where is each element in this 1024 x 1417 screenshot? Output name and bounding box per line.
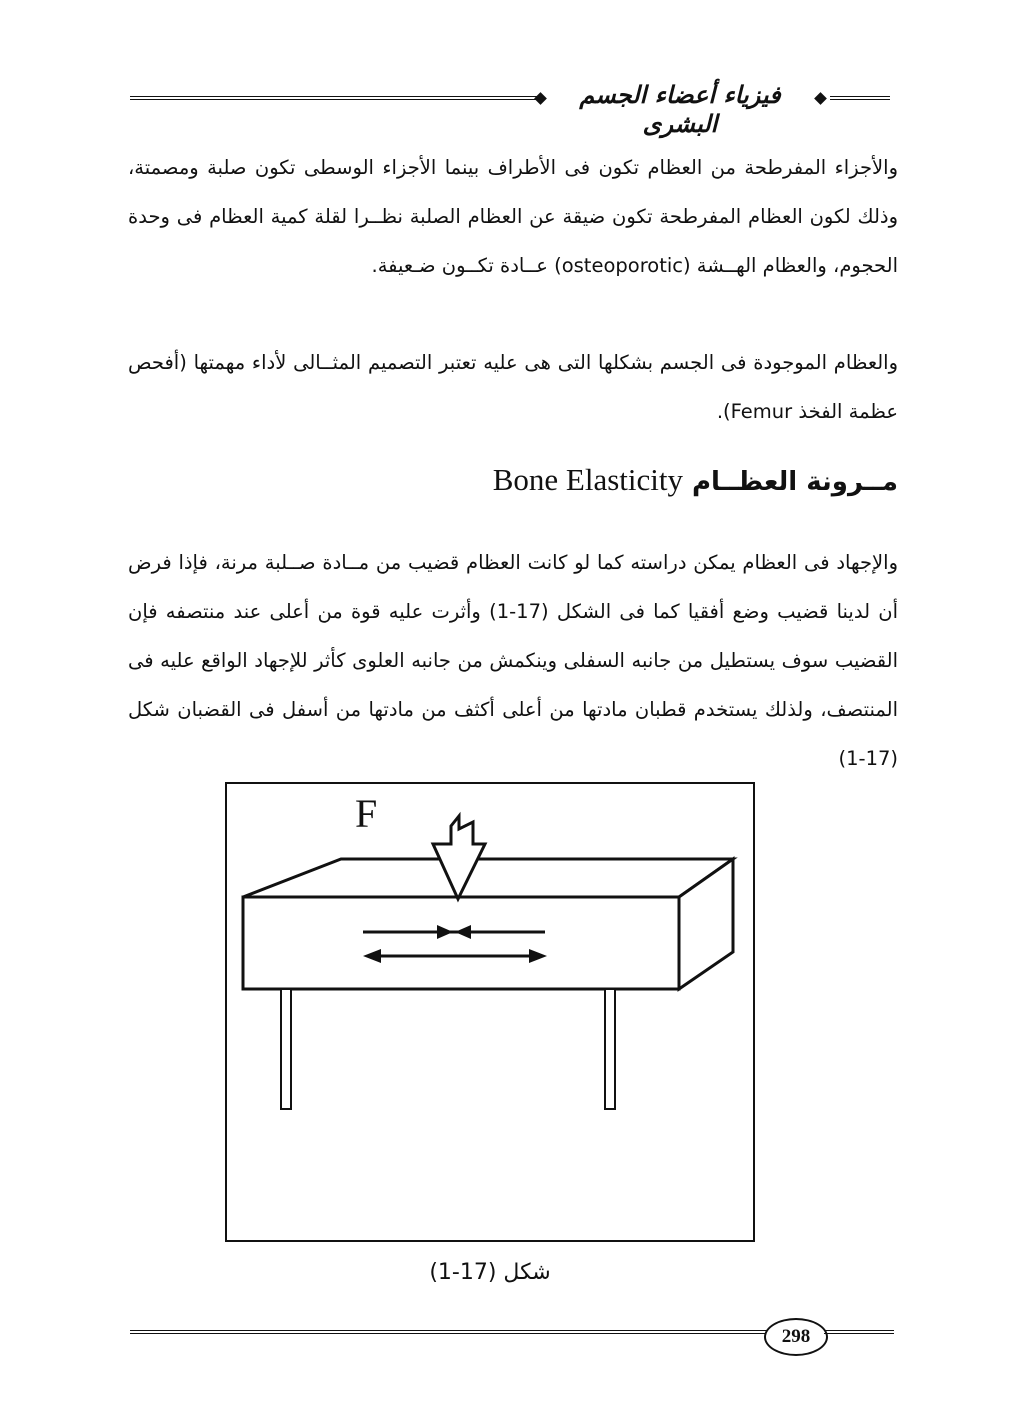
header-diamond-left	[534, 92, 547, 105]
force-label: F	[355, 791, 378, 836]
header-diamond-right	[814, 92, 827, 105]
beam-illustration	[227, 784, 753, 1240]
header-title: فيزياء أعضاء الجسم البشرى	[579, 80, 781, 138]
footer-rule-left	[130, 1330, 770, 1334]
section-heading	[300, 462, 898, 498]
paragraph-spongy-bone: والأجزاء المفرطحة من العظام تكون فى الأطراف بينما الأجزاء الوسطى تكون صلبة ومصمتة، وذلك لكون العظام المفرطحة تكون ضيقة عن العظام الصلبة نظــرا لقلة كمية العظام فى وحدة الحجوم، والعظام الهــشة (osteoporotic) عــادة تكــون ضـعيفة.	[128, 156, 898, 277]
right-support-leg	[605, 989, 615, 1109]
header-rule-right	[830, 96, 890, 100]
running-header	[120, 78, 900, 138]
beam-front-face	[243, 897, 679, 989]
figure-beam-diagram	[225, 782, 755, 1242]
page-number: 298	[764, 1318, 828, 1356]
figure-caption: شكل (17-1)	[429, 1260, 551, 1285]
beam-top-face	[243, 859, 733, 897]
paragraph-bone-design: والعظام الموجودة فى الجسم بشكلها التى هى عليه تعتبر التصميم المثــالى لأداء مهمتها (أفحص عظمة الفخذ Femur).	[128, 351, 898, 423]
section-heading-arabic: مــرونة العظــام	[691, 467, 898, 497]
section-heading-english: Bone Elasticity	[492, 462, 684, 497]
left-support-leg	[281, 989, 291, 1109]
header-rule-left	[130, 96, 540, 100]
footer-rule-right	[824, 1330, 894, 1334]
page-footer	[120, 1316, 910, 1356]
paragraph-bone-stress: والإجهاد فى العظام يمكن دراسته كما لو كانت العظام قضيب من مــادة صــلبة مرنة، فإذا فرض أن لدينا قضيب وضع أفقيا كما فى الشكل (17-1) وأثرت عليه قوة من أعلى عند منتصفه فإن القضيب سوف يستطيل من جانبه السفلى وينكمش من جانبه العلوى كأثر للإجهاد الواقع عليه فى المنتصف، ولذلك يستخدم قطبان مادتها من أعلى أكثف من مادتها من أسفل فى القضبان شكل (17-1)	[128, 551, 898, 770]
